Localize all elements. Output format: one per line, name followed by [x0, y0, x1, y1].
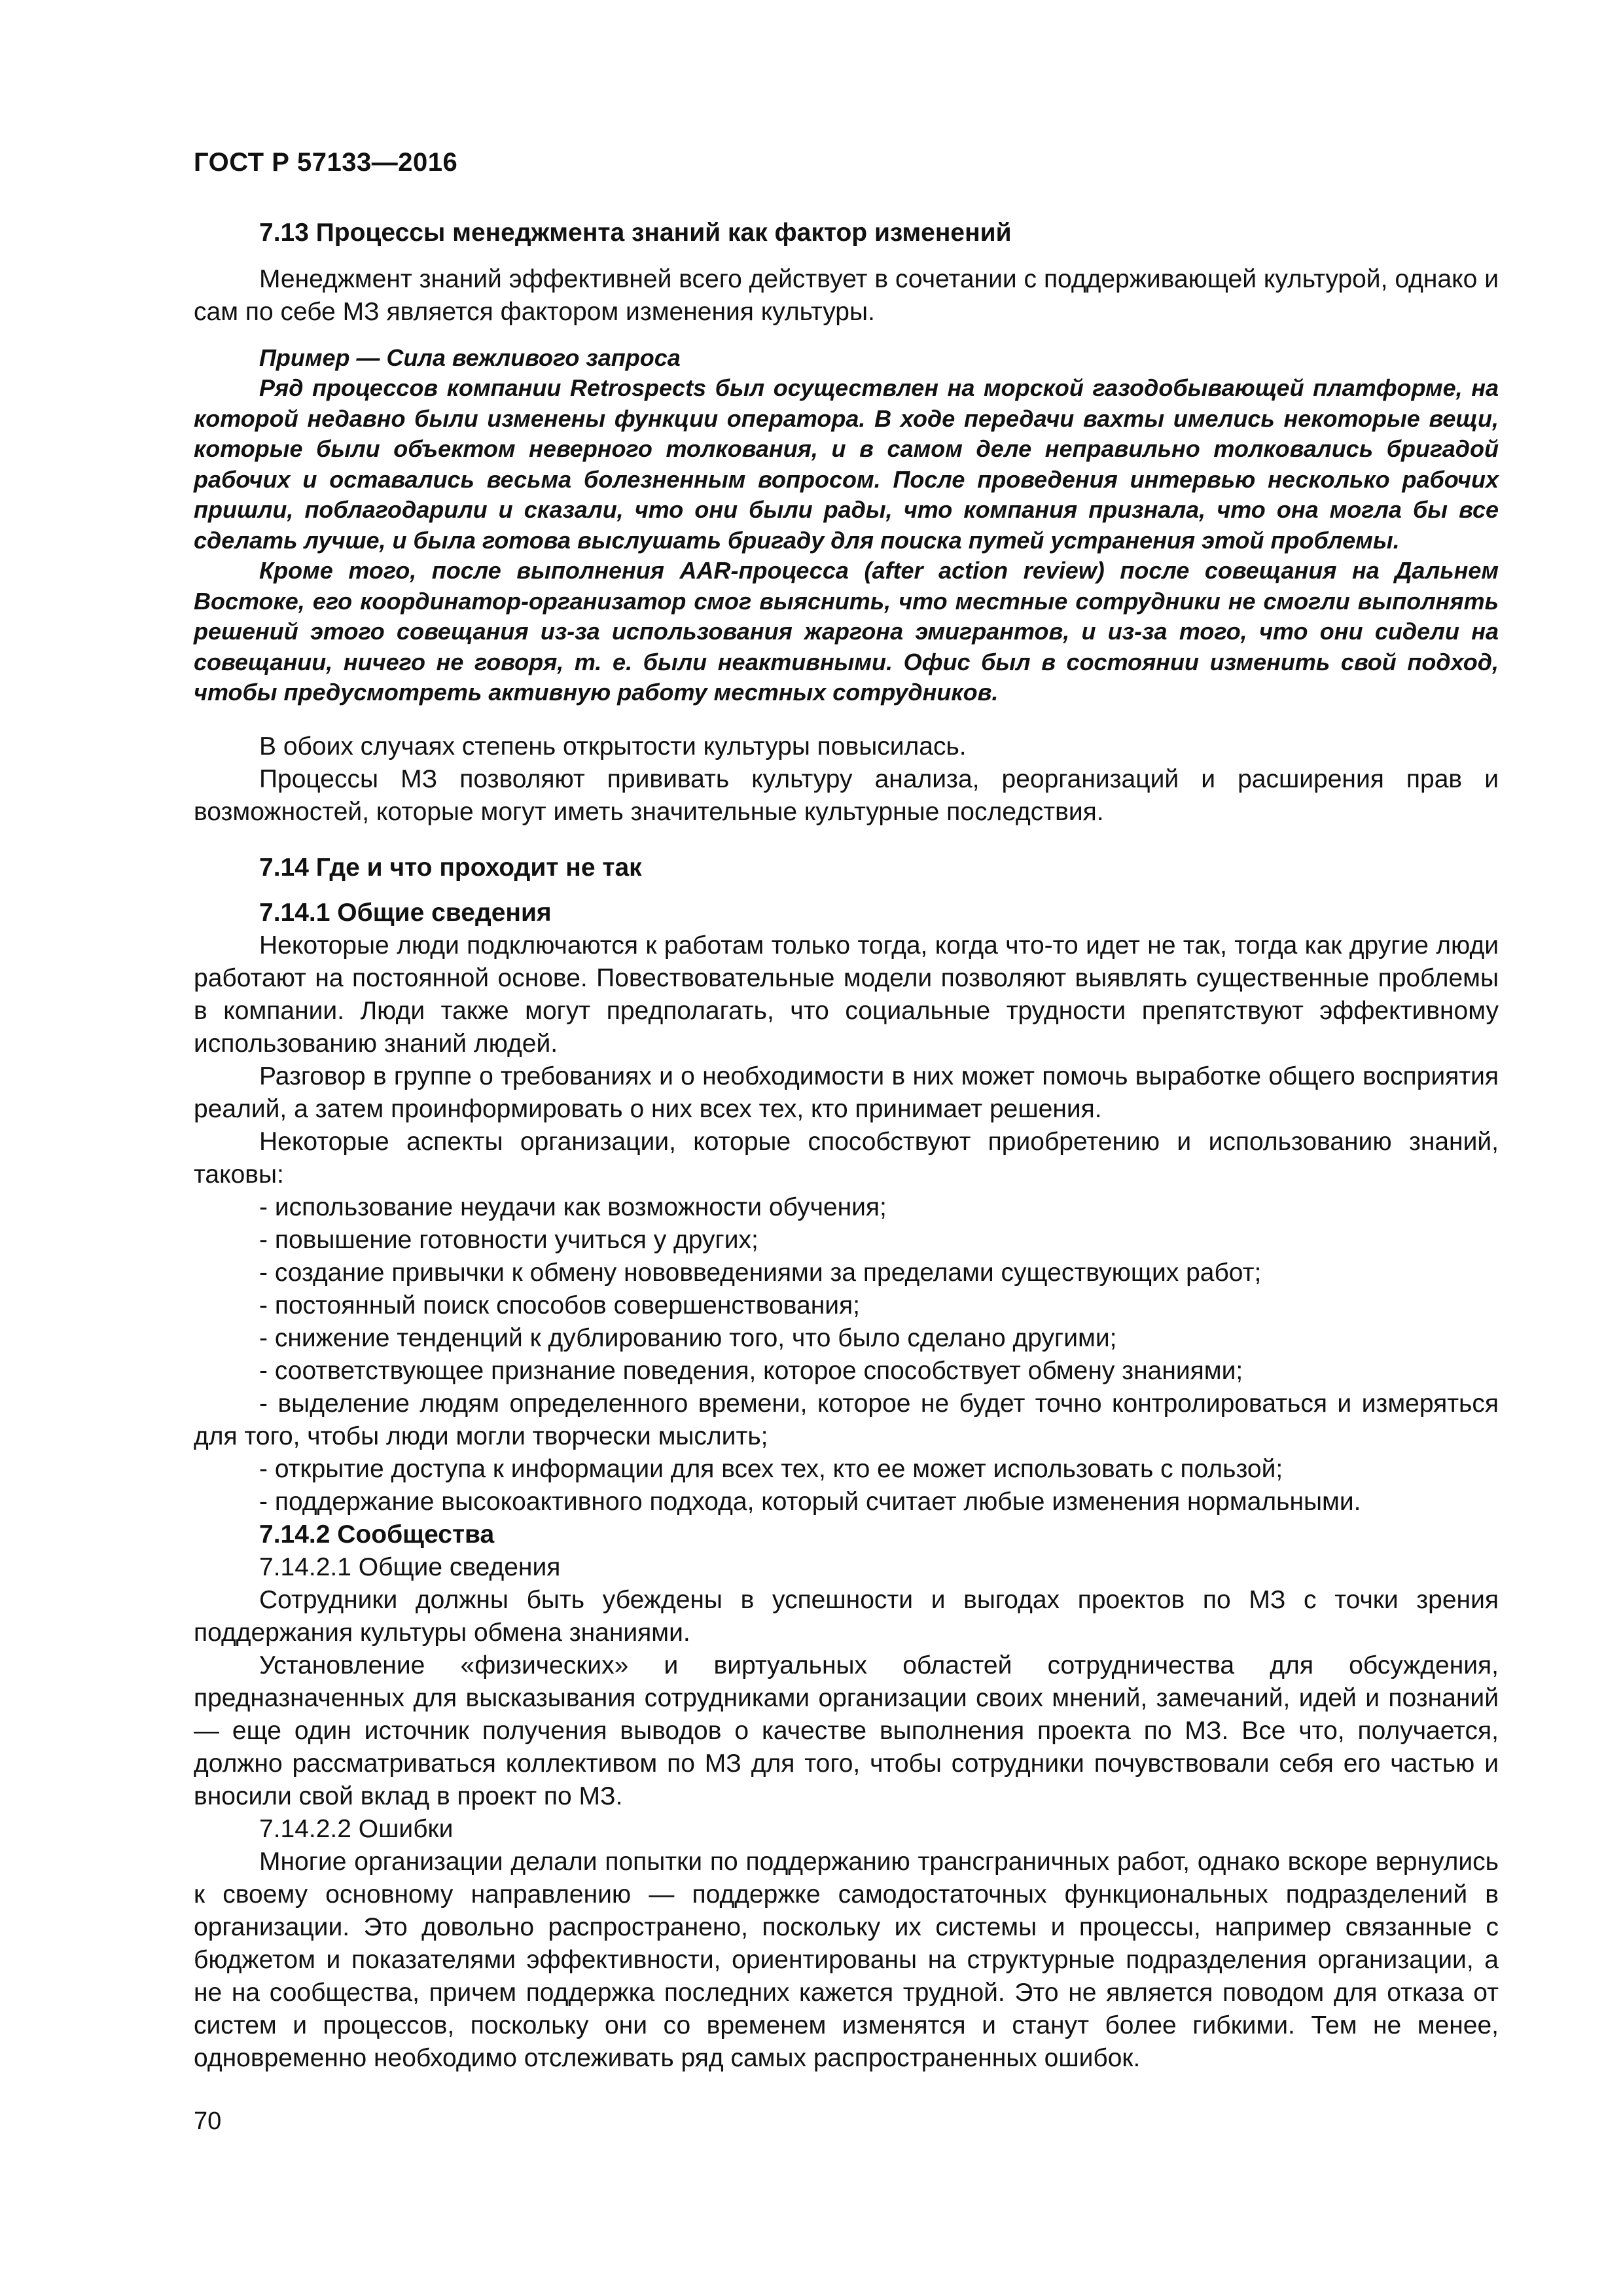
section-7-14-2-title: 7.14.2 Сообщества [259, 1520, 495, 1549]
list-item: - выделение людям определенного времени, которое не будет точно контролироваться и измеряться для того, чтобы люди могли творчески мыслить; [194, 1389, 1499, 1450]
section-7-14-2-2-title: 7.14.2.2 Ошибки [259, 1814, 454, 1843]
list-item: - соответствующее признание поведения, которое способствует обмену знаниями; [259, 1356, 1243, 1385]
section-7-14-2-1-paragraph-2: Установление «физических» и виртуальных областей сотрудничества для обсуждения, предназначенных для высказывания сотрудниками организации своих мнений, замечаний, идей и познаний — еще один источник получения выводов о качестве выполнения проекта по МЗ. Все что, получается, должно рассматриваться коллективом по МЗ для того, чтобы сотрудники почувствовали себя его частью и вносили свой вклад в проект по МЗ. [194, 1651, 1499, 1810]
list-item: - постоянный поиск способов совершенствования; [259, 1291, 860, 1319]
section-7-14-1-paragraph-1: Некоторые люди подключаются к работам только тогда, когда что-то идет не так, тогда как другие люди работают на постоянной основе. Повествовательные модели позволяют выявлять существенные проблемы в компании. Люди также могут предполагать, что социальные трудности препятствуют эффективному использованию знаний людей. [194, 931, 1499, 1058]
section-7-14-1-title: 7.14.1 Общие сведения [259, 898, 552, 927]
section-7-13-paragraph: Менеджмент знаний эффективней всего действует в сочетании с поддерживающей культурой, однако и сам по себе МЗ является фактором изменения культуры. [194, 265, 1499, 326]
list-item: - поддержание высокоактивного подхода, который считает любые изменения нормальными. [259, 1487, 1361, 1516]
example-paragraph-2: Кроме того, после выполнения AAR-процесса (after action review) после совещания на Дальнем Востоке, его координатор-организатор смог выяснить, что местные сотрудники не смогли выполнять решений этого совещания из-за использования жаргона эмигрантов, и из-за того, что они сидели на совещании, ничего не говоря, т. е. были неактивными. Офис был в состоянии изменить свой подход, чтобы предусмотреть активную работу местных сотрудников. [194, 557, 1499, 706]
list-item: - снижение тенденций к дублированию того, что было сделано другими; [259, 1323, 1117, 1352]
document-header: ГОСТ Р 57133—2016 [194, 148, 458, 177]
list-item: - создание привычки к обмену нововведениями за пределами существующих работ; [259, 1258, 1262, 1287]
section-7-13-title: 7.13 Процессы менеджмента знаний как фактор изменений [259, 219, 1012, 247]
section-7-14-2-1-title: 7.14.2.1 Общие сведения [259, 1552, 561, 1581]
page-content [194, 216, 1499, 2075]
page-number: 70 [194, 2108, 222, 2135]
example-paragraph-1: Ряд процессов компании Retrospects был осуществлен на морской газодобывающей платформе, на которой недавно были изменены функции оператора. В ходе передачи вахты имелись некоторые вещи, которые были объектом неверного толкования, и в самом деле неправильно толковались бригадой рабочих и оставались весьма болезненным вопросом. После проведения интервью несколько рабочих пришли, поблагодарили и сказали, что они были рады, что компания признала, что она могла бы все сделать лучше, и была готова выслушать бригаду для поиска путей устранения этой проблемы. [194, 374, 1499, 554]
section-7-14-2-1-paragraph-1: Сотрудники должны быть убеждены в успешности и выгодах проектов по МЗ с точки зрения поддержания культуры обмена знаниями. [194, 1585, 1499, 1647]
section-7-13-after-2: Процессы МЗ позволяют прививать культуру анализа, реорганизаций и расширения прав и возможностей, которые могут иметь значительные культурные последствия. [194, 764, 1499, 826]
list-item: - повышение готовности учиться у других; [259, 1225, 758, 1254]
section-7-14-1-paragraph-2: Разговор в группе о требованиях и о необходимости в них может помочь выработке общего восприятия реалий, а затем проинформировать о них всех тех, кто принимает решения. [194, 1062, 1499, 1123]
section-7-14-2-2-paragraph-1: Многие организации делали попытки по поддержанию трансграничных работ, однако вскоре вернулись к своему основному направлению — поддержке самодостаточных функциональных подразделений в организации. Это довольно распространено, поскольку их системы и процессы, например связанные с бюджетом и показателями эффективности, ориентированы на структурные подразделения организации, а не на сообщества, причем поддержка последних кажется трудной. Это не является поводом для отказа от систем и процессов, поскольку они со временем изменятся и станут более гибкими. Тем не менее, одновременно необходимо отслеживать ряд самых распространенных ошибок. [194, 1847, 1499, 2072]
example-title: Пример — Сила вежливого запроса [259, 344, 681, 371]
section-7-13-after-1: В обоих случаях степень открытости культуры повысилась. [259, 732, 967, 761]
list-item: - открытие доступа к информации для всех тех, кто ее может использовать с пользой; [259, 1454, 1283, 1483]
section-7-14-title: 7.14 Где и что проходит не так [259, 853, 642, 882]
section-7-14-1-paragraph-3: Некоторые аспекты организации, которые способствуют приобретению и использованию знаний, таковы: [194, 1127, 1499, 1189]
list-item: - использование неудачи как возможности обучения; [259, 1193, 887, 1221]
